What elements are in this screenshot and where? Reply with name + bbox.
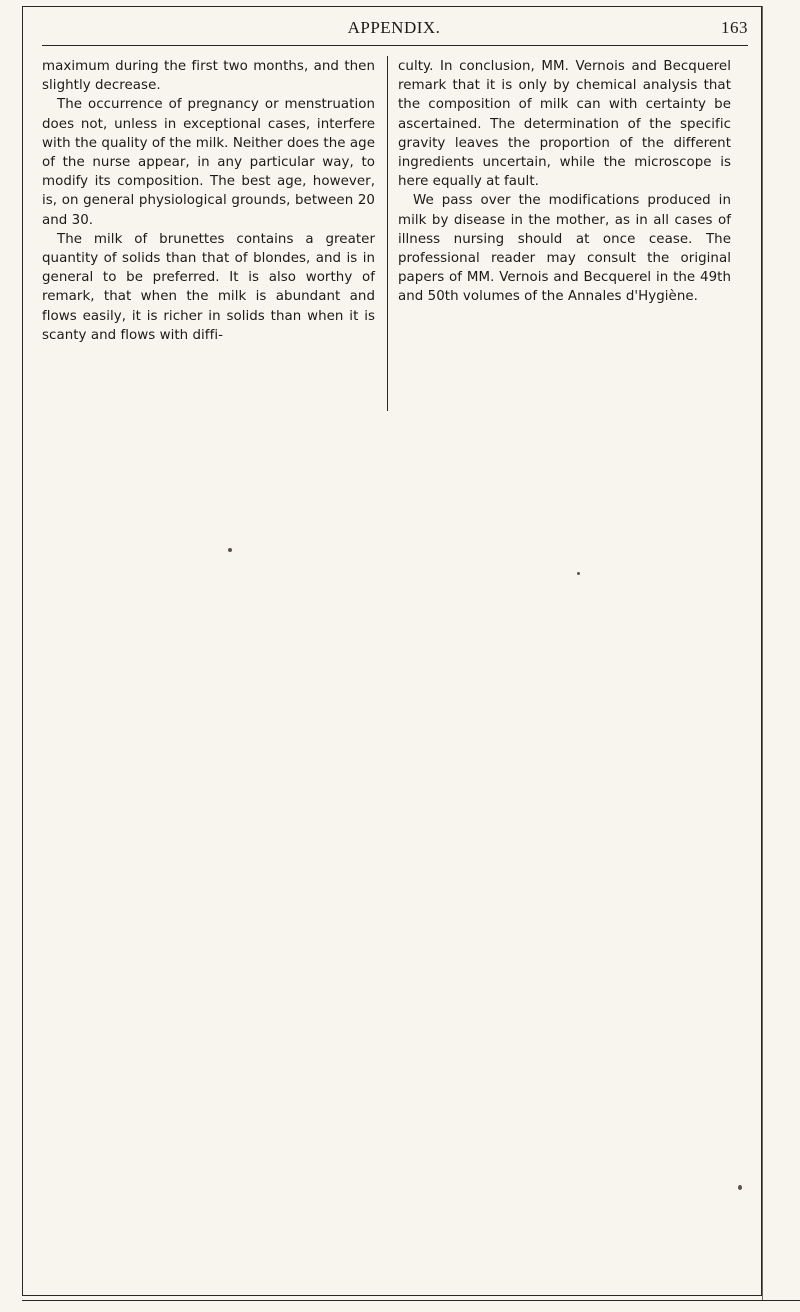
paper-speck [577, 572, 580, 575]
running-title: APPENDIX. [347, 18, 441, 37]
paper-speck [738, 1185, 742, 1190]
page-number: 163 [721, 18, 748, 37]
page-edge-line [762, 6, 763, 1300]
bottom-rule [22, 1300, 800, 1301]
left-text-column [42, 57, 375, 345]
column-divider [387, 56, 388, 411]
paragraph: The milk of brunettes contains a greater quantity of solids than that of blondes, and is in general to be preferred. It is also worthy of remark, that when the milk is abundant and flows easily, it is richer in solids than when it is scanty and flows with diffi- [42, 231, 375, 343]
right-text-column [398, 57, 731, 307]
paragraph: maximum during the first two months, and then slightly decrease. [42, 59, 375, 94]
paragraph: The occurrence of pregnancy or menstruation does not, unless in exceptional cases, interfere with the quality of the milk. Neither does the age of the nurse appear, in any particular way, to modify its composition. The best age, however, is, on general physiological grounds, between 20 and 30. [42, 97, 375, 228]
paper-speck [228, 548, 232, 552]
paragraph: We pass over the modifications produced in milk by disease in the mother, as in all cases of illness nursing should at once cease. The professional reader may consult the original papers of MM. Vernois and Becquerel in the 49th and 50th volumes of the Annales d'Hygiène. [398, 193, 731, 305]
paragraph: culty. In conclusion, MM. Vernois and Becquerel remark that it is only by chemical analysis that the composition of milk can with certainty be ascertained. The determination of the specific gravity leaves the proportion of the different ingredients uncertain, while the microscope is here equally at fault. [398, 59, 731, 190]
header-rule [42, 45, 748, 46]
page-header [40, 18, 748, 42]
